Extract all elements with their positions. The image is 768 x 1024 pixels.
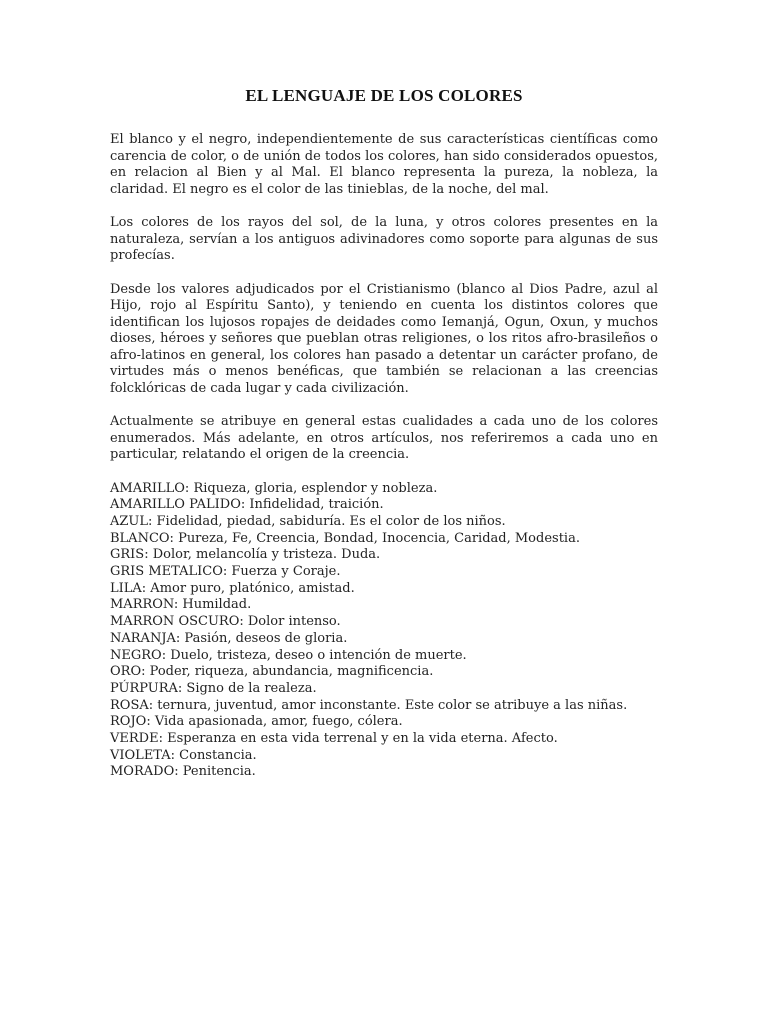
document-page <box>110 86 658 781</box>
color-item-amarillo: AMARILLO: Riqueza, gloria, esplendor y nobleza. <box>110 480 438 496</box>
paragraph-nature: Los colores de los rayos del sol, de la luna, y otros colores presentes en la naturaleza, servían a los antiguos adivinadores como soporte para algunas de sus profecías. <box>110 215 658 263</box>
paragraph-intro: El blanco y el negro, independientemente de sus características científicas como carencia de color, o de unión de todos los colores, han sido considerados opuestos, en relacion al Bien y al Mal. El blanco representa la pureza, la nobleza, la claridad. El negro es el color de las tinieblas, de la noche, del mal. <box>110 132 658 197</box>
color-item-naranja: NARANJA: Pasión, deseos de gloria. <box>110 630 348 646</box>
color-item-negro: NEGRO: Duelo, tristeza, deseo o intención de muerte. <box>110 647 467 663</box>
color-meanings-list <box>110 481 658 782</box>
color-item-gris: GRIS: Dolor, melancolía y tristeza. Duda. <box>110 547 381 563</box>
color-item-azul: AZUL: Fidelidad, piedad, sabiduría. Es el color de los niños. <box>110 513 506 529</box>
color-item-purpura: PÚRPURA: Signo de la realeza. <box>110 680 317 696</box>
color-item-rojo: ROJO: Vida apasionada, amor, fuego, cólera. <box>110 714 403 730</box>
color-item-amarillo-palido: AMARILLO PALIDO: Infidelidad, traición. <box>110 497 384 513</box>
color-item-morado: MORADO: Penitencia. <box>110 764 256 780</box>
paragraph-qualities: Actualmente se atribuye en general estas cualidades a cada uno de los colores enumerados. Más adelante, en otros artículos, nos referiremos a cada uno en particular, relatando el origen de la creencia. <box>110 414 658 462</box>
paragraph-religion: Desde los valores adjudicados por el Cristianismo (blanco al Dios Padre, azul al Hijo, rojo al Espíritu Santo), y teniendo en cuenta los distintos colores que identifican los lujosos ropajes de deidades como Iemanjá, Ogun, Oxun, y muchos dioses, héroes y señores que pueblan otras religiones, o los ritos afro-brasileños o afro-latinos en general, los colores han pasado a detentar un carácter profano, de virtudes más o menos benéficas, que también se relacionan a las creencias folcklóricas de cada lugar y cada civilización. <box>110 281 658 396</box>
document-title: EL LENGUAJE DE LOS COLORES <box>245 86 523 105</box>
color-item-marron: MARRON: Humildad. <box>110 597 252 613</box>
color-item-verde: VERDE: Esperanza en esta vida terrenal y en la vida eterna. Afecto. <box>110 731 558 747</box>
color-item-rosa: ROSA: ternura, juventud, amor inconstante. Este color se atribuye a las niñas. <box>110 697 628 713</box>
color-item-violeta: VIOLETA: Constancia. <box>110 747 257 763</box>
color-item-lila: LILA: Amor puro, platónico, amistad. <box>110 580 355 596</box>
color-item-blanco: BLANCO: Pureza, Fe, Creencia, Bondad, Inocencia, Caridad, Modestia. <box>110 530 580 546</box>
color-item-oro: ORO: Poder, riqueza, abundancia, magnificencia. <box>110 664 434 680</box>
color-item-marron-oscuro: MARRON OSCURO: Dolor intenso. <box>110 614 341 630</box>
color-item-gris-metalico: GRIS METALICO: Fuerza y Coraje. <box>110 564 341 580</box>
